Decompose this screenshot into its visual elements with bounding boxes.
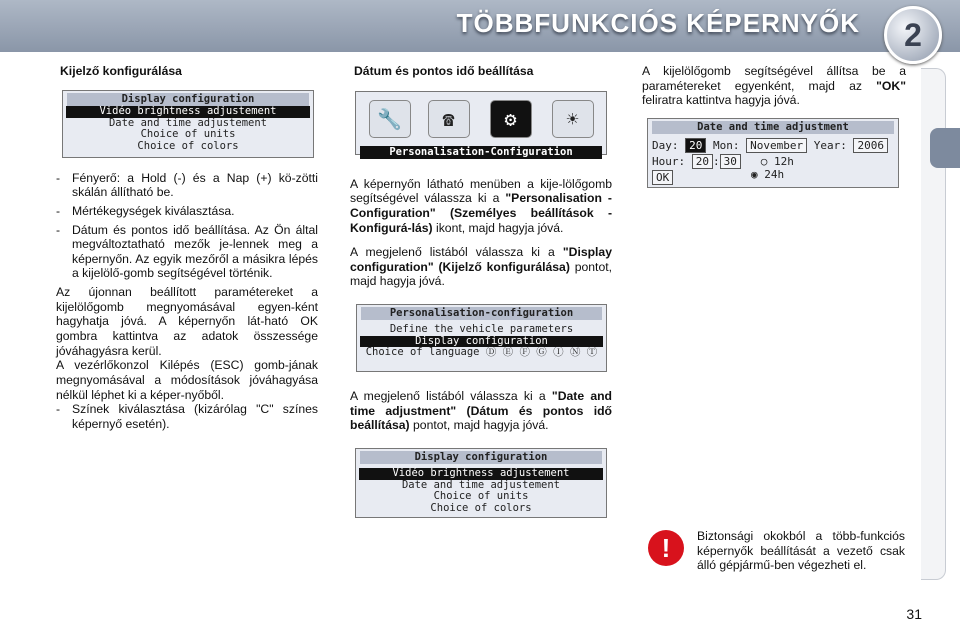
screen-display-configuration (62, 90, 314, 158)
page-title: TÖBBFUNKCIÓS KÉPERNYŐK (456, 8, 860, 38)
column-adjust-params (642, 64, 906, 108)
day-field: 20 (685, 138, 706, 153)
menu-item-vehicle-params: Define the vehicle parameters (389, 323, 574, 335)
chapter-number-badge: 2 (884, 6, 942, 64)
light-icon: ☀ (552, 100, 594, 138)
phone-icon: ☎ (428, 100, 470, 138)
menu-item-datetime: Date and time adjustement (108, 116, 268, 129)
screen-title: Personalisation-configuration (361, 307, 602, 320)
screen-title: Display configuration (67, 93, 309, 106)
bullet-colors: - Színek kiválasztása (kizárólag "C" színes képernyő esetén). (56, 402, 318, 431)
section-heading-date-time: Dátum és pontos idő beállítása (354, 64, 534, 78)
paragraph-select-datetime: A megjelenő listából válassza ki a "Date and time adjustment" (Dátum és pontos idő beállítása) pontot, majd hagyja jóvá. (350, 389, 612, 433)
screen-date-time-adjustment (647, 118, 899, 188)
menu-item-brightness: Vidéo brightness adjustement (359, 468, 603, 480)
year-field: 2006 (853, 138, 888, 153)
hour-field: 20 (692, 154, 713, 169)
menu-item-display-config: Display configuration (360, 336, 603, 348)
screen-caption: Personalisation-Configuration (360, 146, 602, 159)
paragraph-select-personalisation: A képernyőn látható menüben a kije-lölőgomb segítségével válassza ki a "Personalisation - Configuration" (Személyes beállítások - Konfigurá-lás) ikont, majd hagyja jóvá. (350, 176, 612, 235)
radio-12h-icon: ○ (760, 155, 768, 168)
safety-warning-text: Biztonsági okokból a több-funkciós képernyők beállítását a vezető csak álló gépjármű-ben végezheti el. (697, 529, 905, 573)
menu-item-colors: Choice of colors (137, 139, 239, 152)
menu-item-units: Choice of units (140, 128, 236, 140)
bullet-units: - Mértékegységek kiválasztása. (56, 203, 235, 218)
screen-display-configuration-2 (355, 448, 607, 518)
menu-item-units: Choice of units (433, 490, 529, 502)
warning-icon: ! (648, 530, 684, 566)
screen-personalisation-icons (355, 91, 607, 158)
chapter-tab-marker (930, 128, 960, 168)
menu-item-brightness: Vidéo brightness adjustement (66, 106, 310, 118)
screen-title: Display configuration (360, 451, 602, 464)
hour-row: Hour: 20 : 30 ○ 12h (652, 155, 794, 168)
paragraph-adjust: A kijelölőgomb segítségével állítsa be a paramétereket egyenként, majd az "OK" feliratra kattintva hagyja jóvá. (642, 64, 906, 108)
page-number: 31 (906, 606, 922, 622)
bullet-datetime: - Dátum és pontos idő beállítása. Az Ön által megváltoztatható mezők je-lennek meg a képernyőn. Az egyik mezőről a másikra lépés a kijelölő-gomb segítségével történik. (56, 222, 318, 281)
language-flags-icon: Ⓓ Ⓔ Ⓕ Ⓖ Ⓘ Ⓝ Ⓣ (485, 346, 598, 358)
radio-24h-selected-icon: ◉ (751, 168, 758, 181)
paragraph-select-display: A megjelenő listából válassza ki a "Display configuration" (Kijelző konfigurálása) pontot, majd hagyja jóvá. (350, 245, 612, 289)
screen-title: Date and time adjustment (652, 121, 894, 134)
screen-personalisation-configuration (356, 304, 607, 372)
month-field: November (746, 138, 807, 153)
menu-item-colors: Choice of colors (430, 501, 532, 514)
menu-item-language: Choice of language Ⓓ Ⓔ Ⓕ Ⓖ Ⓘ Ⓝ Ⓣ (365, 346, 598, 358)
menu-item-datetime: Date and time adjustement (401, 478, 561, 491)
paragraph-confirm: Az újonnan beállított paramétereket a kijelölőgomb megnyomásával egyen-ként hagyhatja jóvá. A képernyőn lát-ható OK gombra kattintva az adatok összessége jóváhagyásra kerül. (56, 285, 318, 358)
paragraph-escape: A vezérlőkonzol Kilépés (ESC) gomb-jának megnyomásával a módosítások jóváhagyása nélkül léphet ki a képer-nyőből. (56, 358, 318, 402)
minute-field: 30 (720, 154, 741, 169)
page-header (0, 0, 960, 52)
format-24h-row: ◉ 24h (751, 168, 785, 181)
bullet-brightness: - Fényerő: a Hold (-) és a Nap (+) kö-zötti skálán állítható be. (56, 170, 318, 200)
section-heading-display-config: Kijelző konfigurálása (60, 64, 182, 78)
day-month-year-row: Day: 20 Mon: November Year: 2006 (652, 138, 888, 153)
settings-sliders-icon: ⚙ (490, 100, 532, 138)
vehicle-icon: 🔧 (369, 100, 411, 138)
ok-button: OK (652, 170, 673, 185)
